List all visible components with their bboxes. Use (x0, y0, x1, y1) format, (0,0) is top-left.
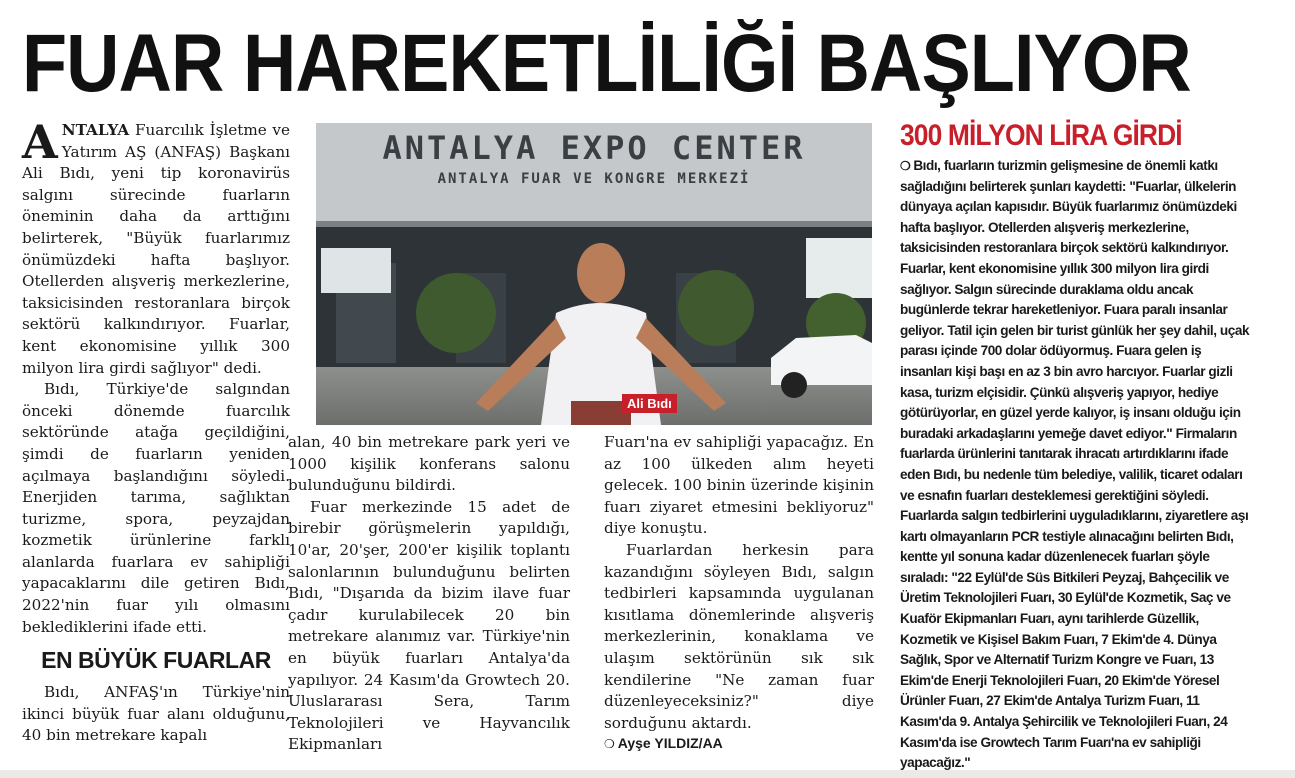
photo-illustration (316, 123, 872, 425)
paragraph: Fuarlardan herkesin para kazandığını söyleyen Bıdı, salgın tedbirleri kapsamında uygulanan kısıtlama dönemlerinde alışveriş merkezlerinin, konaklama ve ulaşım sektörünün sık sık kendilerine "Ne zaman fuar düzenleyeceksiniz?" diye sorduğunu aktardı. (604, 540, 874, 732)
drop-cap: A (22, 115, 58, 169)
paragraph: Bıdı, Türkiye'de salgından önceki dönemde fuarcılık sektöründe atağa geçildiğini, şimdi de fuarların yeniden açılmaya başlandığını söyledi. Enerjiden tarıma, sağlıktan turizme, spora, peyzajdan kozmetik ürünlerine farklı alanlarda fuarlara ev sahipliği yapacaklarını dile getiren Bıdı, 2022'nin fuar yılı olmasını beklediklerini ifade etti. (22, 380, 290, 636)
sidebar-box (900, 118, 1252, 774)
paragraph-text: Fuarcılık İşletme ve Yatırım AŞ (ANFAŞ) Başkanı Ali Bıdı, yeni tip koronavirüs salgını sürecinde fuarların öneminin daha da arttığını belirterek, "Büyük fuarlarımız önümüzdeki hafta başlıyor. Otellerden alışveriş merkezlerine, taksicisinden restoranlara birçok sektörü kalkındırıyor. Fuarlar, kent ekonomisine yıllık 300 milyon lira girdi sağlıyor" dedi. (22, 121, 290, 377)
paragraph: Fuar merkezinde 15 adet de birebir görüşmelerin yapıldığı, 10'ar, 20'şer, 200'er kişilik toplantı salonlarının bulunduğunu belirten Bıdı, "Dışarıda da bizim ilave fuar çadır kurulabilecek 20 bin metrekare alanımız var. Türkiye'nin en büyük fuarları Antalya'da yapılıyor. 24 Kasım'da Growtech 20. Uluslararası Sera, Tarım Teknolojileri ve Hayvancılık Ekipmanları (288, 497, 570, 754)
sidebar-text: Bıdı, fuarların turizmin gelişmesine de önemli katkı sağladığını belirterek şunları kaydetti: "Fuarlar, ülkelerin dünyaya açılan kapısıdır. Büyük fuarlarımız önümüzdeki hafta başlıyor. Otellerden alışveriş merkezlerine, taksicisinden restoranlara birçok sektörü kalkındırıyor. Fuarlar, kent ekonomisine yıllık 300 milyon lira girdi sağlıyor. Salgın sürecinde duraklama oldu ancak bugünlerde tekrar hareketleniyor. Fuara paralı insanlar geliyor. Tatil için gelen bir turist günlük her şey dahil, uçak parası içinde 700 dolar ödüyormuş. Fuara gelen iş insanları kişi başı en az 3 bin avro harcıyor. Fuarlar gizli kasa, turizm elçisidir. Çünkü alışveriş yapıyor, hediye götürüyorlar, en güzel yerde kalıyor, iş insanı olduğu için buradaki arkadaşlarını yemeğe davet ediyor." Firmaların fuarlarda ürünlerini tanıtarak ihracatı artırdıklarını ifade eden Bıdı, bu nedenle tüm belediye, valilik, ticaret odaları ve esnafın fuarları desteklemesi gerektiğini söyledi. Fuarlarda salgın tedbirlerini uyguladıklarını, ziyaretlere aşı kartı olmayanların PCR testiyle alınacağını belirten Bıdı, kentte yıl sonuna kadar düzenlenecek fuarları şöyle sıraladı: "22 Eylül'de Süs Bitkileri Peyzaj, Bahçecilik ve Üretim Teknolojileri Fuarı, 30 Eylül'de Kozmetik, Saç ve Kuaför Ekipmanları Fuarı, aynı tarihlerde Güzellik, Kozmetik ve Kişisel Bakım Fuarı, 7 Ekim'de 4. Dünya Sağlık, Spor ve Alternatif Turizm Kongre ve Fuarı, 13 Ekim'de Enerji Teknolojileri Fuarı, 20 Ekim'de Yöresel Ürünler Fuarı, 27 Ekim'de Antalya Turizm Fuarı, 11 Kasım'da 9. Antalya Şehircilik ve Teknolojileri Fuarı, 24 Kasım'da ise Growtech Tarım Fuarı'na ev sahipliği yapacağız." (900, 158, 1250, 771)
article-column-1 (22, 115, 290, 747)
sign-text-main: ANTALYA EXPO CENTER (382, 129, 806, 167)
photo-caption: Ali Bıdı (622, 394, 677, 413)
circle-bullet-icon: ❍ (604, 737, 615, 752)
page-bottom-rule (0, 770, 1295, 778)
byline-text: Ayşe YILDIZ/AA (617, 735, 723, 752)
byline (604, 733, 874, 756)
paragraph: alan, 40 bin metrekare park yeri ve 1000 kişilik konferans salonu bulunduğunu bildirdi. (288, 433, 570, 495)
expo-center-photo (316, 123, 872, 425)
article-column-2 (288, 432, 570, 756)
lead-word: NTALYA (61, 121, 130, 139)
sign-text-sub: ANTALYA FUAR VE KONGRE MERKEZİ (437, 171, 751, 187)
subheading: EN BÜYÜK FUARLAR (41, 647, 271, 674)
lead-paragraph (22, 115, 290, 379)
paragraph: Fuarı'na ev sahipliği yapacağız. En az 100 ülkeden alım heyeti gelecek. 100 binin üzerinde kişinin fuarı ziyaret etmesini bekliyoruz" diye konuştu. (604, 433, 874, 538)
sidebar-body (900, 156, 1252, 774)
headline: FUAR HAREKETLİLİĞİ BAŞLIYOR (22, 18, 1191, 109)
sidebar-title: 300 MİLYON LİRA GİRDİ (900, 119, 1182, 152)
article-column-3 (604, 432, 874, 756)
paragraph: Bıdı, ANFAŞ'ın Türkiye'nin ikinci büyük fuar alanı olduğunu, 40 bin metrekare kapalı (22, 683, 290, 745)
circle-bullet-icon: ❍ (900, 159, 911, 173)
